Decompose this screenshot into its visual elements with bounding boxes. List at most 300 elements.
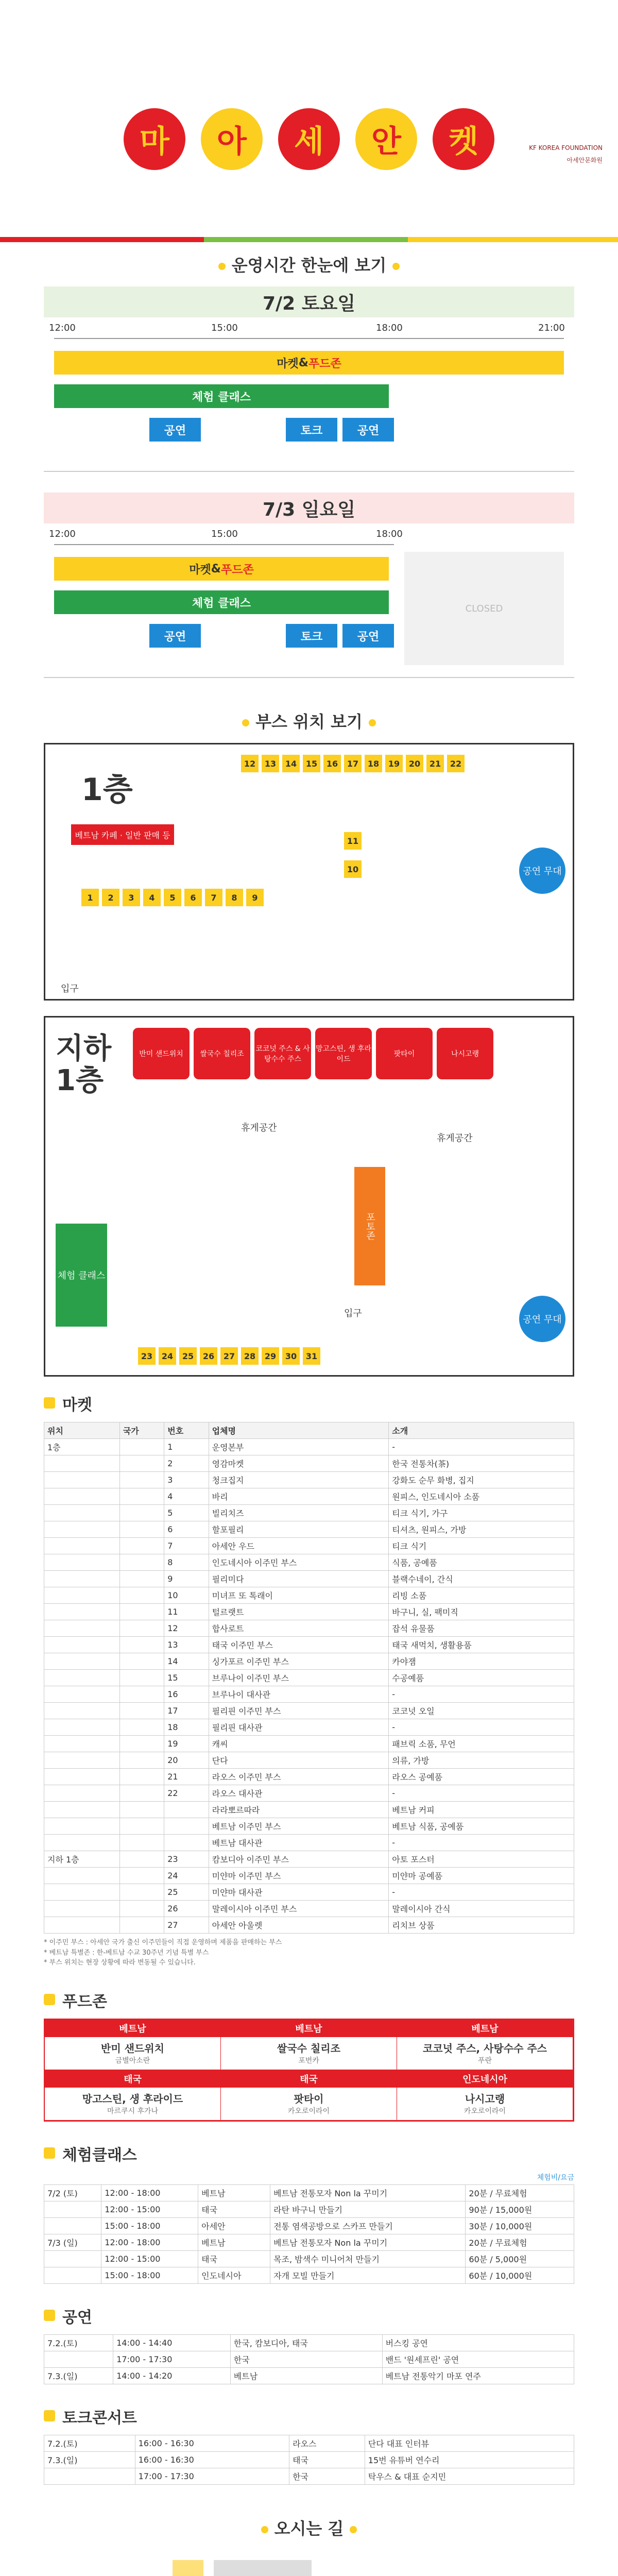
table-cell: 코코넛 오일: [389, 1703, 574, 1719]
table-cell: [44, 1703, 120, 1719]
entrance-label: 입구: [61, 984, 79, 994]
table-cell: 합사로트: [209, 1620, 389, 1637]
table-cell: 14:00 - 14:20: [113, 2367, 231, 2384]
table-cell: 단다 대표 인터뷰: [365, 2435, 574, 2451]
table-row: [44, 2250, 574, 2267]
table-cell: 12:00 - 15:00: [101, 2250, 198, 2267]
table-cell: 베트남 커피: [389, 1802, 574, 1818]
booth-21: 21: [426, 755, 444, 772]
market-note: * 이주민 부스 : 아세안 국가 출신 이주민들이 직접 운영하며 제품을 판매하는 부스: [44, 1939, 282, 1946]
table-cell: 7/2 (토): [44, 2184, 101, 2201]
food-item: [45, 2070, 221, 2121]
table-cell: 60분 / 5,000원: [466, 2250, 574, 2267]
table-cell: 한국, 캄보디아, 태국: [230, 2334, 382, 2351]
table-cell: [119, 1505, 164, 1521]
booth-9: 9: [246, 889, 264, 906]
table-header: 국가: [119, 1422, 164, 1439]
table-cell: 라라뽀르따라: [209, 1802, 389, 1818]
label-beach: [214, 2560, 312, 2576]
booth-5: 5: [164, 889, 181, 906]
table-cell: 블랙수네이, 간식: [389, 1571, 574, 1587]
talk-section: [44, 2405, 574, 2485]
table-cell: 6: [164, 1521, 209, 1538]
table-cell: [44, 1901, 120, 1917]
table-cell: 25: [164, 1884, 209, 1901]
table-cell: 베트남 전통모자 Non la 꾸미기: [270, 2184, 466, 2201]
title-char-3: 세: [278, 108, 340, 170]
foodzone-heading: 푸드존: [44, 1989, 574, 2011]
table-cell: [44, 1505, 120, 1521]
table-cell: 티크 식기, 가구: [389, 1505, 574, 1521]
table-cell: -: [389, 1785, 574, 1802]
table-cell: 20: [164, 1752, 209, 1769]
food-name: 팟타이: [294, 2092, 324, 2105]
table-row: [44, 1455, 574, 1472]
table-cell: [119, 1488, 164, 1505]
table-cell: 17:00 - 17:30: [113, 2351, 231, 2367]
table-cell: 원피스, 인도네시아 소품: [389, 1488, 574, 1505]
hero-banner: [0, 0, 618, 242]
table-cell: 브루나이 이주민 부스: [209, 1670, 389, 1686]
table-cell: [119, 1455, 164, 1472]
booth-10: 10: [344, 860, 362, 878]
table-cell: 밴드 '원세프린' 공연: [382, 2351, 574, 2367]
table-cell: 베트남 전통악기 마포 연주: [382, 2367, 574, 2384]
table-row: [44, 1818, 574, 1835]
operation-title: 운영시간 한눈에 보기: [0, 242, 618, 286]
table-row: [44, 1505, 574, 1521]
booth-title: 부스 위치 보기: [0, 699, 618, 743]
table-header: 위치: [44, 1422, 120, 1439]
food-country: 태국: [45, 2070, 220, 2088]
directions-title: 오시는 길: [0, 2505, 618, 2550]
table-row: [44, 1571, 574, 1587]
booth-11: 11: [344, 832, 362, 850]
table-cell: 인도네시아: [198, 2267, 270, 2283]
table-cell: [44, 1620, 120, 1637]
food-name: 망고스틴, 생 후라이드: [82, 2092, 183, 2105]
table-cell: [44, 1917, 120, 1934]
food-name: 나시고랭: [465, 2092, 505, 2105]
timeline: [44, 317, 574, 472]
stripe-divider: [0, 237, 618, 242]
foodzone-grid: [44, 2019, 574, 2122]
table-cell: [44, 1455, 120, 1472]
tick: 21:00: [538, 323, 565, 333]
table-cell: 필리미다: [209, 1571, 389, 1587]
perf-table: [44, 2334, 574, 2384]
food-country: 베트남: [45, 2020, 220, 2037]
table-cell: 1: [164, 1439, 209, 1455]
booth-29: 29: [262, 1347, 279, 1365]
table-cell: [44, 1637, 120, 1653]
table-row: [44, 1653, 574, 1670]
table-cell: 라오스 이주민 부스: [209, 1769, 389, 1785]
food-vendor: 카오로이라이: [287, 2107, 330, 2115]
table-row: [44, 1686, 574, 1703]
timeline: [44, 523, 574, 678]
table-cell: 버스킹 공연: [382, 2334, 574, 2351]
talk-table: [44, 2435, 574, 2485]
rest-area-1: 휴게공간: [241, 1123, 277, 1133]
talk-bar: 토크: [286, 624, 337, 648]
table-cell: [44, 1752, 120, 1769]
table-header: 소개: [389, 1422, 574, 1439]
table-cell: [119, 1604, 164, 1620]
booth-6: 6: [184, 889, 202, 906]
rest-area-2: 휴게공간: [437, 1133, 473, 1144]
table-cell: -: [389, 1719, 574, 1736]
table-row: [44, 1439, 574, 1455]
perf-section: [44, 2304, 574, 2384]
table-cell: 캄보디아 이주민 부스: [209, 1851, 389, 1868]
tick: 18:00: [376, 323, 403, 333]
tick: 12:00: [49, 323, 76, 333]
photo-zone: 포토존: [354, 1167, 385, 1285]
table-row: [44, 1670, 574, 1686]
table-cell: 2: [164, 1455, 209, 1472]
class-heading: 체험클래스: [44, 2142, 574, 2165]
booth-15: 15: [303, 755, 320, 772]
table-cell: 리치브 상품: [389, 1917, 574, 1934]
table-cell: [119, 1521, 164, 1538]
booth-4: 4: [143, 889, 161, 906]
table-cell: -: [389, 1884, 574, 1901]
table-cell: 태국 새먹치, 생활용품: [389, 1637, 574, 1653]
table-cell: 10: [164, 1587, 209, 1604]
table-cell: 60분 / 10,000원: [466, 2267, 574, 2283]
table-cell: [44, 2468, 135, 2484]
booth-20: 20: [406, 755, 423, 772]
table-cell: 말레이시아 간식: [389, 1901, 574, 1917]
table-cell: 90분 / 15,000원: [466, 2201, 574, 2217]
booth-1: 1: [81, 889, 99, 906]
table-cell: [119, 1571, 164, 1587]
booth-31: 31: [303, 1347, 320, 1365]
food-booth: 나시고랭: [437, 1028, 493, 1079]
table-cell: 식품, 공예품: [389, 1554, 574, 1571]
table-cell: 미녀프 또 톡래이: [209, 1587, 389, 1604]
table-cell: 아세안: [198, 2217, 270, 2234]
table-cell: 7.3.(일): [44, 2367, 113, 2384]
booth-13: 13: [262, 755, 279, 772]
booth-25: 25: [179, 1347, 197, 1365]
table-cell: 태국 이주민 부스: [209, 1637, 389, 1653]
table-cell: [119, 1835, 164, 1851]
table-cell: [44, 1538, 120, 1554]
table-row: [44, 1835, 574, 1851]
food-name: 반미 샌드위치: [101, 2042, 164, 2055]
food-booth: 반미 샌드위치: [133, 1028, 190, 1079]
table-row: [44, 1620, 574, 1637]
table-cell: 인도네시아 이주민 부스: [209, 1554, 389, 1571]
table-cell: 16:00 - 16:30: [135, 2451, 289, 2468]
table-cell: [44, 1719, 120, 1736]
tick: 12:00: [49, 529, 76, 539]
perf-bar: 공연: [342, 418, 394, 442]
food-name: 쌀국수 칠리조: [277, 2042, 340, 2055]
table-row: [44, 1785, 574, 1802]
table-cell: 12: [164, 1620, 209, 1637]
table-cell: 7.2.(토): [44, 2435, 135, 2451]
table-cell: 빌리치즈: [209, 1505, 389, 1521]
table-cell: [44, 1802, 120, 1818]
table-cell: 13: [164, 1637, 209, 1653]
food-item: [221, 2020, 397, 2070]
table-cell: 14: [164, 1653, 209, 1670]
floor-1-map: [44, 743, 574, 1001]
table-cell: 티셔츠, 원피스, 가방: [389, 1521, 574, 1538]
table-cell: [119, 1554, 164, 1571]
table-row: [44, 2217, 574, 2234]
booth-30: 30: [282, 1347, 300, 1365]
table-cell: [119, 1802, 164, 1818]
table-row: [44, 1917, 574, 1934]
table-cell: 영감마켓: [209, 1455, 389, 1472]
table-cell: 15: [164, 1670, 209, 1686]
table-cell: 한국: [289, 2468, 365, 2484]
directions-map: [44, 2550, 574, 2576]
table-cell: [44, 2201, 101, 2217]
table-cell: [119, 1703, 164, 1719]
perf-bar: 공연: [149, 624, 201, 648]
table-row: [44, 1901, 574, 1917]
table-cell: 15:00 - 18:00: [101, 2267, 198, 2283]
table-cell: 싱가포르 이주민 부스: [209, 1653, 389, 1670]
table-cell: 20분 / 무료체험: [466, 2184, 574, 2201]
table-cell: 베트남: [198, 2184, 270, 2201]
table-cell: [44, 1521, 120, 1538]
table-cell: 베트남: [198, 2234, 270, 2250]
table-cell: 라탄 바구니 만들기: [270, 2201, 466, 2217]
table-row: [44, 2367, 574, 2384]
table-row: [44, 1736, 574, 1752]
food-vendor: 금별아소란: [115, 2056, 150, 2065]
table-cell: 말레이시아 이주민 부스: [209, 1901, 389, 1917]
food-booth: 팟타이: [376, 1028, 433, 1079]
table-cell: [44, 1818, 120, 1835]
table-cell: 7: [164, 1538, 209, 1554]
table-cell: 12:00 - 18:00: [101, 2234, 198, 2250]
market-table: [44, 1422, 574, 1934]
table-cell: 수공예품: [389, 1670, 574, 1686]
table-cell: 미얀마 이주민 부스: [209, 1868, 389, 1884]
table-cell: 아토 포스터: [389, 1851, 574, 1868]
table-cell: 털르랫트: [209, 1604, 389, 1620]
booth-map: [44, 743, 574, 1377]
table-cell: 리빙 소품: [389, 1587, 574, 1604]
food-vendor: 포번카: [298, 2056, 319, 2065]
day-label: 7/3 일요일: [44, 493, 574, 523]
ach-logo: 아세안문화원: [566, 157, 603, 164]
table-cell: 20분 / 무료체험: [466, 2234, 574, 2250]
table-cell: 자개 모빌 만들기: [270, 2267, 466, 2283]
market-section: [44, 1392, 574, 1968]
table-cell: [119, 1752, 164, 1769]
market-bar: 마켓 & 푸드존: [54, 557, 389, 581]
foodzone-section: [44, 1989, 574, 2122]
table-cell: 26: [164, 1901, 209, 1917]
table-cell: [119, 1719, 164, 1736]
table-row: [44, 2451, 574, 2468]
table-row: [44, 2184, 574, 2201]
table-cell: 할포필리: [209, 1521, 389, 1538]
table-row: [44, 1587, 574, 1604]
table-cell: [119, 1851, 164, 1868]
fee-label: 체험비/요금: [537, 2173, 574, 2182]
table-cell: 아세안 우드: [209, 1538, 389, 1554]
table-cell: 베트남 식품, 공예품: [389, 1818, 574, 1835]
food-country: 베트남: [221, 2020, 397, 2037]
table-cell: [119, 1439, 164, 1455]
event-title: [0, 108, 618, 170]
booth-23: 23: [138, 1347, 156, 1365]
table-row: [44, 1554, 574, 1571]
table-cell: 태국: [198, 2250, 270, 2267]
table-cell: [44, 1884, 120, 1901]
table-cell: 베트남 이주민 부스: [209, 1818, 389, 1835]
table-row: [44, 1884, 574, 1901]
table-cell: 브루나이 대사관: [209, 1686, 389, 1703]
table-cell: 30분 / 10,000원: [466, 2217, 574, 2234]
booth-8: 8: [226, 889, 243, 906]
class-section: [44, 2142, 574, 2284]
booth-2: 2: [102, 889, 119, 906]
day-label: 7/2 토요일: [44, 286, 574, 317]
table-row: [44, 1604, 574, 1620]
table-cell: 태국: [198, 2201, 270, 2217]
table-cell: 바리: [209, 1488, 389, 1505]
table-cell: 전통 염색공방으로 스카프 만들기: [270, 2217, 466, 2234]
table-cell: 7.3.(일): [44, 2451, 135, 2468]
table-cell: 잡석 유물품: [389, 1620, 574, 1637]
table-cell: [44, 1472, 120, 1488]
booth-12: 12: [241, 755, 259, 772]
table-cell: [44, 1769, 120, 1785]
table-cell: 11: [164, 1604, 209, 1620]
table-cell: -: [389, 1686, 574, 1703]
table-cell: [119, 1868, 164, 1884]
table-cell: [44, 1554, 120, 1571]
title-char-5: 켓: [433, 108, 494, 170]
table-cell: [44, 2351, 113, 2367]
table-cell: 지하 1층: [44, 1851, 120, 1868]
tick: 18:00: [376, 529, 403, 539]
title-char-1: 마: [124, 108, 185, 170]
table-cell: [119, 1538, 164, 1554]
table-cell: 라오스 대사관: [209, 1785, 389, 1802]
table-cell: 미얀마 대사관: [209, 1884, 389, 1901]
booth-14: 14: [282, 755, 300, 772]
table-cell: [119, 1785, 164, 1802]
food-country: 인도네시아: [397, 2070, 573, 2088]
booth-24: 24: [159, 1347, 176, 1365]
class-bar: 체험 클래스: [54, 384, 389, 408]
table-cell: [119, 1653, 164, 1670]
food-item: [221, 2070, 397, 2121]
table-row: [44, 1802, 574, 1818]
table-cell: [119, 1818, 164, 1835]
table-cell: [44, 1653, 120, 1670]
booth-28: 28: [241, 1347, 259, 1365]
class-bar: 체험 클래스: [54, 590, 389, 614]
booth-22: 22: [447, 755, 465, 772]
table-cell: [44, 2267, 101, 2283]
table-row: [44, 2468, 574, 2484]
side-area: 베트남 카페 · 일반 판매 등: [71, 824, 174, 845]
table-row: [44, 1752, 574, 1769]
market-note: * 부스 위치는 현장 상황에 따라 변동될 수 있습니다.: [44, 1959, 196, 1967]
table-cell: [44, 1488, 120, 1505]
food-country: 베트남: [397, 2020, 573, 2037]
food-vendor: 푸란: [477, 2056, 492, 2065]
table-row: [44, 1703, 574, 1719]
table-cell: 미얀마 공예품: [389, 1868, 574, 1884]
perf-bar: 공연: [342, 624, 394, 648]
table-row: [44, 1851, 574, 1868]
table-cell: [44, 1686, 120, 1703]
table-cell: 9: [164, 1571, 209, 1587]
table-cell: 5: [164, 1505, 209, 1521]
table-cell: 아세안 아울렛: [209, 1917, 389, 1934]
table-row: [44, 2234, 574, 2250]
table-row: [44, 1521, 574, 1538]
booth-18: 18: [365, 755, 382, 772]
table-cell: 15번 유튜버 연수리: [365, 2451, 574, 2468]
table-header: 업체명: [209, 1422, 389, 1439]
table-cell: 21: [164, 1769, 209, 1785]
table-cell: 15:00 - 18:00: [101, 2217, 198, 2234]
table-cell: 패브릭 소품, 무언: [389, 1736, 574, 1752]
stage-icon: 공연 무대: [519, 1296, 565, 1342]
food-booth: 망고스틴, 생 후라이드: [315, 1028, 372, 1079]
table-row: [44, 2435, 574, 2451]
table-cell: 7.2.(토): [44, 2334, 113, 2351]
table-cell: 3: [164, 1472, 209, 1488]
table-cell: [119, 1670, 164, 1686]
tick: 15:00: [211, 323, 238, 333]
table-cell: 12:00 - 15:00: [101, 2201, 198, 2217]
table-cell: [164, 1818, 209, 1835]
table-cell: 12:00 - 18:00: [101, 2184, 198, 2201]
table-cell: 1층: [44, 1439, 120, 1455]
day-sun: [44, 493, 574, 678]
table-row: [44, 1868, 574, 1884]
table-cell: 캐씨: [209, 1736, 389, 1752]
title-char-2: 아: [201, 108, 263, 170]
table-cell: [119, 1884, 164, 1901]
food-item: [397, 2020, 573, 2070]
table-cell: [119, 1901, 164, 1917]
table-cell: 의류, 가방: [389, 1752, 574, 1769]
table-cell: [44, 1604, 120, 1620]
table-cell: 7/3 (일): [44, 2234, 101, 2250]
table-cell: [44, 1571, 120, 1587]
table-cell: 필리핀 이주민 부스: [209, 1703, 389, 1719]
table-cell: -: [389, 1439, 574, 1455]
booth-3: 3: [123, 889, 140, 906]
booth-16: 16: [323, 755, 341, 772]
table-cell: 19: [164, 1736, 209, 1752]
table-cell: 16: [164, 1686, 209, 1703]
floor-b1-map: [44, 1016, 574, 1377]
table-cell: [164, 1802, 209, 1818]
perf-bar: 공연: [149, 418, 201, 442]
market-note: * 베트남 특별존 : 한-베트남 수교 30주년 기념 특별 부스: [44, 1948, 209, 1957]
table-cell: [119, 1917, 164, 1934]
table-cell: 카야잼: [389, 1653, 574, 1670]
perf-heading: 공연: [44, 2304, 574, 2327]
